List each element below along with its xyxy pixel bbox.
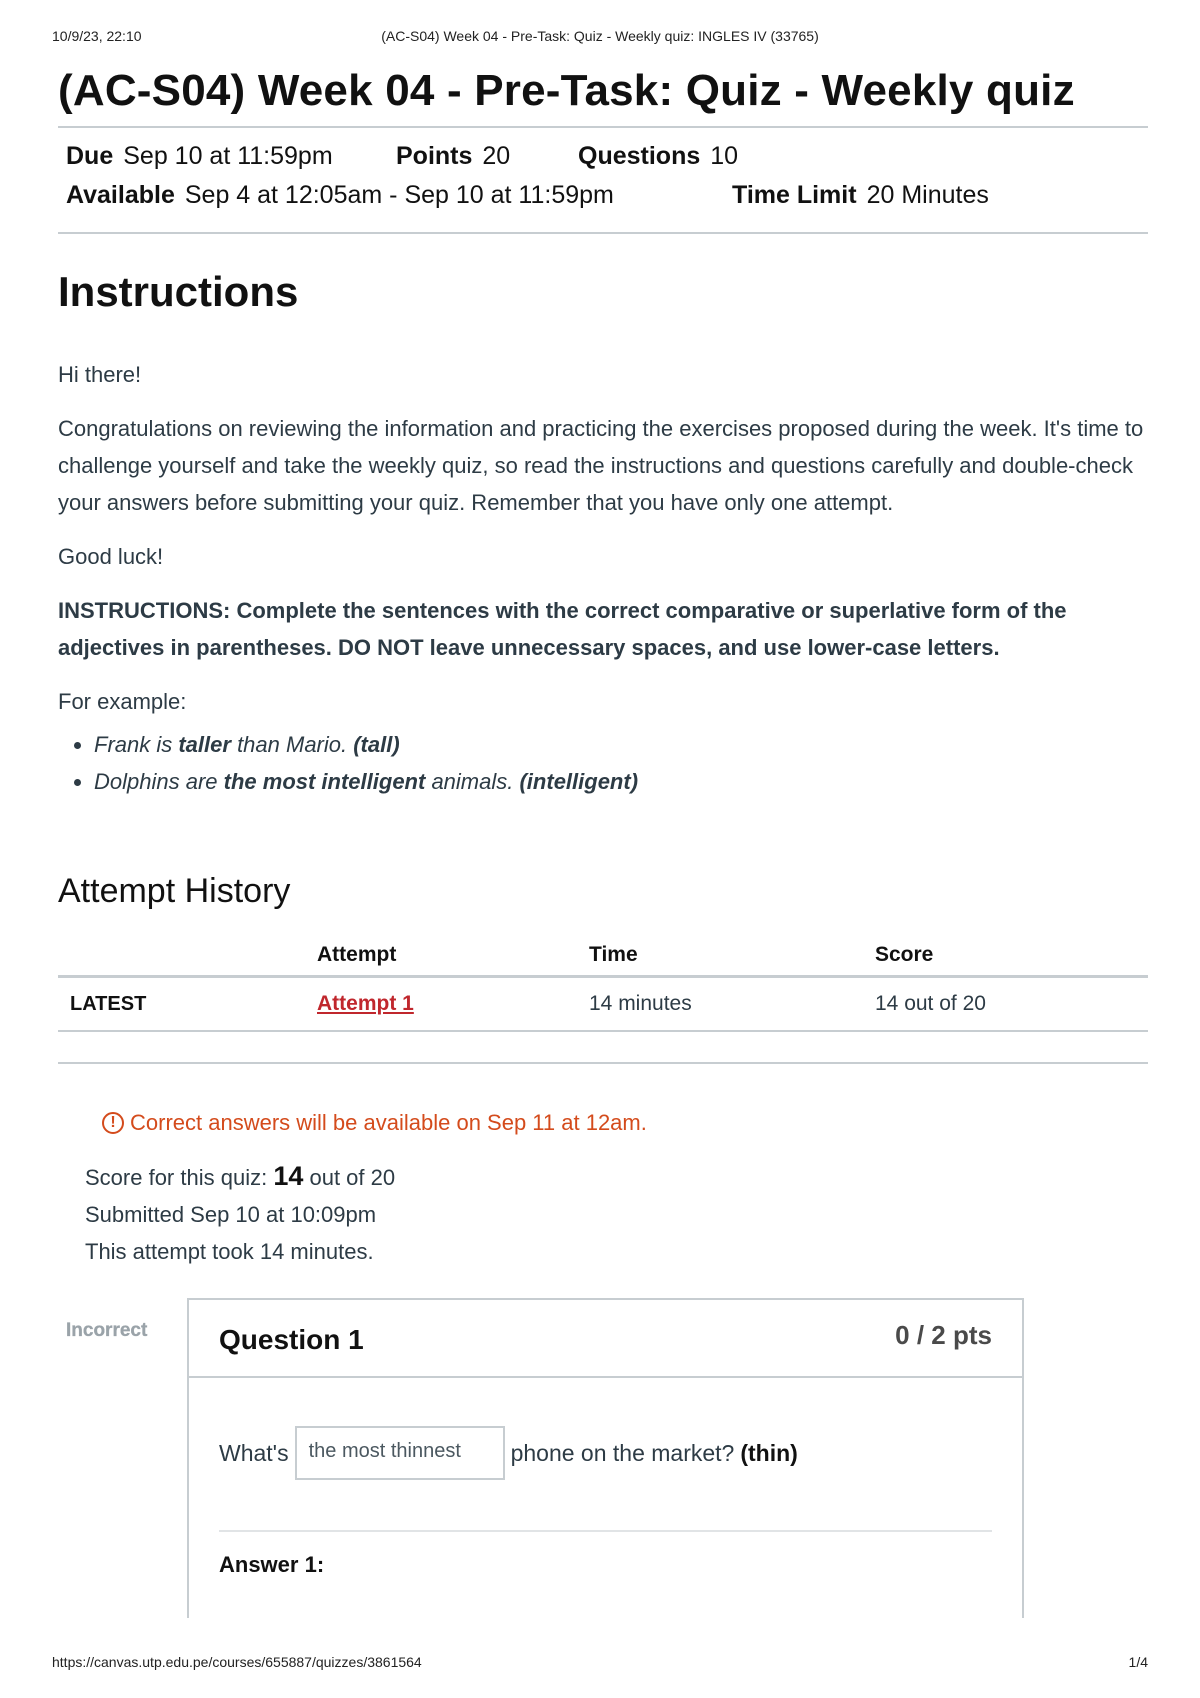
table-header-row	[58, 937, 1148, 977]
example-list	[58, 726, 1148, 800]
question-sentence: What's the most thinnest phone on the market? (thin)	[219, 1426, 992, 1480]
print-date: 10/9/23, 22:10	[52, 28, 142, 44]
latest-label: LATEST	[58, 977, 305, 1032]
answer-input[interactable]: the most thinnest	[295, 1426, 505, 1480]
list-item: • Dolphins are the most intelligent animals. (intelligent)	[94, 763, 1148, 800]
list-item: • Frank is taller than Mario. (tall)	[94, 726, 1148, 763]
question-hint: (thin)	[740, 1439, 798, 1466]
example-intro: For example:	[58, 689, 187, 714]
questions-info: Questions 10	[578, 142, 739, 170]
column-header: Score	[863, 937, 1148, 977]
column-header	[58, 937, 305, 977]
answer-label: Answer 1:	[219, 1552, 325, 1577]
intro-paragraph: Congratulations on reviewing the information and practicing the exercises proposed during the week. It's time to challenge yourself and take the weekly quiz, so read the instructions and questions carefully and double-check your answers before submitting your quiz. Remember that you have only one attempt.	[58, 416, 1144, 515]
quiz-content	[58, 60, 1148, 1618]
print-header	[52, 28, 1148, 48]
attempt-link[interactable]: Attempt 1	[317, 992, 414, 1015]
column-header: Attempt	[305, 937, 577, 977]
quiz-meta-row-1	[66, 142, 1140, 181]
available-info: Available Sep 4 at 12:05am - Sep 10 at 11:59pm	[66, 181, 614, 209]
quiz-meta	[58, 128, 1148, 232]
question-divider	[219, 1530, 992, 1532]
score-summary	[85, 1158, 1148, 1270]
question-header	[189, 1300, 1022, 1378]
time-limit-info: Time Limit 20 Minutes	[732, 181, 989, 209]
score-cell: 14 out of 20	[863, 977, 1148, 1032]
section-divider	[58, 1062, 1148, 1064]
answers-availability-notice	[102, 1110, 1148, 1136]
question-card	[187, 1298, 1024, 1618]
greeting-text: Hi there!	[58, 362, 142, 387]
score-value: 14	[273, 1161, 304, 1191]
instruction-text: INSTRUCTIONS: Complete the sentences with the correct comparative or superlative form of the adjectives in parentheses. DO NOT leave unnecessary spaces, and use lower-case letters.	[58, 598, 1067, 660]
question-status-badge: Incorrect	[66, 1320, 148, 1341]
due-info: Due Sep 10 at 11:59pm	[66, 142, 333, 170]
attempt-history-heading: Attempt History	[58, 872, 291, 910]
warning-icon: !	[102, 1112, 124, 1134]
table-row	[58, 977, 1148, 1032]
page-title: (AC-S04) Week 04 - Pre-Task: Quiz - Weekly quiz	[58, 66, 1075, 115]
meta-divider	[58, 232, 1148, 234]
question-title: Question 1	[219, 1324, 364, 1355]
instructions-body	[58, 356, 1148, 720]
attempt-history-table	[58, 937, 1148, 1032]
question-body	[189, 1378, 1022, 1578]
instructions-heading: Instructions	[58, 268, 299, 315]
score-line: Score for this quiz: 14 out of 20	[85, 1161, 396, 1191]
duration-line: This attempt took 14 minutes.	[85, 1239, 374, 1264]
print-url: https://canvas.utp.edu.pe/courses/655887/quizzes/3861564	[52, 1654, 422, 1670]
attempt-cell	[305, 977, 577, 1032]
column-header: Time	[577, 937, 863, 977]
good-luck-text: Good luck!	[58, 544, 164, 569]
submitted-line: Submitted Sep 10 at 10:09pm	[85, 1202, 377, 1227]
question-1	[58, 1298, 1148, 1618]
question-points: 0 / 2 pts	[895, 1320, 992, 1350]
points-info: Points 20	[396, 142, 511, 170]
quiz-meta-row-2	[66, 181, 1140, 220]
page-number: 1/4	[1128, 1654, 1148, 1670]
notice-text: Correct answers will be available on Sep 11 at 12am.	[130, 1110, 647, 1135]
print-doc-title: (AC-S04) Week 04 - Pre-Task: Quiz - Weekly quiz: INGLES IV (33765)	[381, 28, 819, 44]
time-cell: 14 minutes	[577, 977, 863, 1032]
